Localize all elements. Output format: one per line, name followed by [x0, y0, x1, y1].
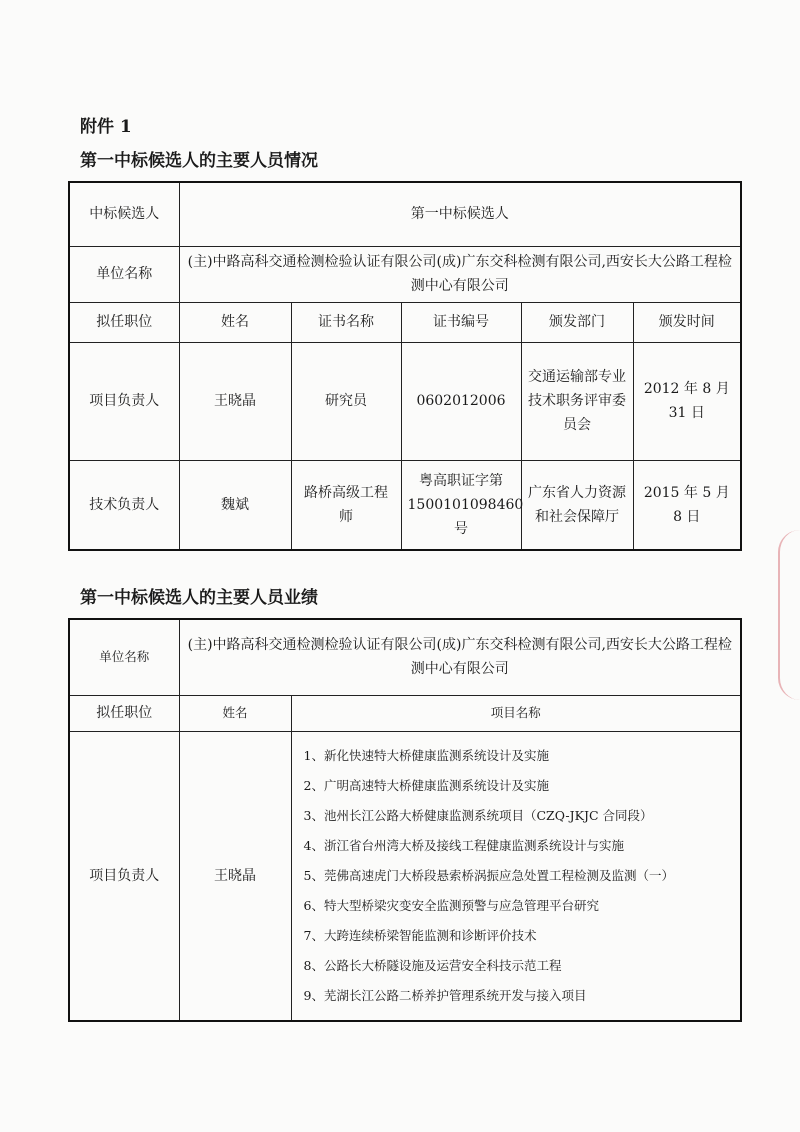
list-item: 2、广明高速特大桥健康监测系统设计及实施 — [303, 777, 549, 793]
list-item: 9、芜湖长江公路二桥养护管理系统开发与接入项目 — [303, 987, 587, 1003]
project-list — [291, 731, 741, 1021]
list-item: 8、公路长大桥隧设施及运营安全科技示范工程 — [303, 957, 562, 973]
performance-table — [68, 618, 742, 1022]
list-item: 4、浙江省台州湾大桥及接线工程健康监测系统设计与实施 — [303, 837, 624, 853]
row2-cert-name: 路桥高级工程师 — [291, 460, 401, 550]
header-cert-name: 证书名称 — [291, 302, 401, 342]
row2-issuer: 广东省人力资源和社会保障厅 — [521, 460, 633, 550]
row2-issue-date: 2015 年 5 月 8 日 — [633, 460, 741, 550]
list-item: 1、新化快速特大桥健康监测系统设计及实施 — [303, 747, 549, 763]
row1-name: 王晓晶 — [179, 342, 291, 460]
header-name: 姓名 — [179, 695, 291, 731]
header-issuer: 颁发部门 — [521, 302, 633, 342]
table-row — [69, 342, 741, 460]
list-item: 7、大跨连续桥梁智能监测和诊断评价技术 — [303, 927, 537, 943]
section2-title: 第一中标候选人的主要人员业绩 — [80, 588, 318, 608]
row-name: 王晓晶 — [179, 731, 291, 1021]
header-cert-number: 证书编号 — [401, 302, 521, 342]
unit-label: 单位名称 — [69, 619, 179, 695]
attachment-label: 附件 1 — [80, 117, 132, 137]
row1-issuer: 交通运输部专业技术职务评审委员会 — [521, 342, 633, 460]
unit-value: (主)中路高科交通检测检验认证有限公司(成)广东交科检测有限公司,西安长大公路工程检测中心有限公司 — [179, 619, 741, 695]
header-project-name: 项目名称 — [291, 695, 741, 731]
table-row — [69, 731, 741, 1021]
header-name: 姓名 — [179, 302, 291, 342]
header-issue-date: 颁发时间 — [633, 302, 741, 342]
candidate-label: 中标候选人 — [69, 182, 179, 246]
section1-title: 第一中标候选人的主要人员情况 — [80, 151, 318, 171]
row1-cert-number: 0602012006 — [401, 342, 521, 460]
unit-label: 单位名称 — [69, 246, 179, 302]
header-position: 拟任职位 — [69, 695, 179, 731]
list-item: 5、莞佛高速虎门大桥段悬索桥涡振应急处置工程检测及监测（一） — [303, 867, 674, 883]
row2-name: 魏斌 — [179, 460, 291, 550]
table-row — [69, 460, 741, 550]
header-position: 拟任职位 — [69, 302, 179, 342]
unit-value: (主)中路高科交通检测检验认证有限公司(成)广东交科检测有限公司,西安长大公路工程检测中心有限公司 — [179, 246, 741, 302]
row2-cert-number: 粤高职证字第 1500101098460 号 — [401, 460, 521, 550]
list-item: 3、池州长江公路大桥健康监测系统项目（CZQ-JKJC 合同段） — [303, 807, 653, 823]
row1-cert-name: 研究员 — [291, 342, 401, 460]
candidate-value: 第一中标候选人 — [179, 182, 741, 246]
row1-issue-date: 2012 年 8 月 31 日 — [633, 342, 741, 460]
row2-position: 技术负责人 — [69, 460, 179, 550]
personnel-table — [68, 181, 742, 551]
row1-position: 项目负责人 — [69, 342, 179, 460]
row-position: 项目负责人 — [69, 731, 179, 1021]
list-item: 6、特大型桥梁灾变安全监测预警与应急管理平台研究 — [303, 897, 599, 913]
red-seal-fragment — [778, 530, 800, 700]
